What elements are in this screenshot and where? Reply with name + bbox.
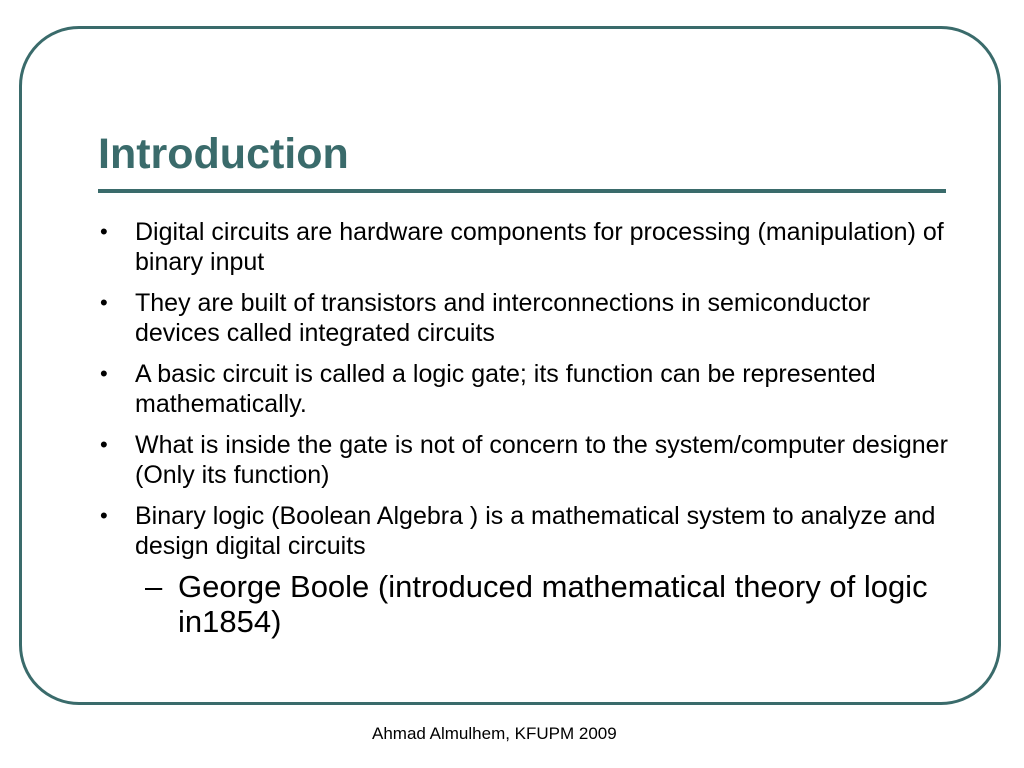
bullet-text: Binary logic (Boolean Algebra ) is a mathematical system to analyze and design digital circuits	[135, 502, 936, 560]
bullet-text: What is inside the gate is not of concern to the system/computer designer (Only its function)	[135, 431, 948, 489]
bullet-list	[98, 217, 948, 639]
title-underline	[98, 189, 946, 193]
bullet-item	[98, 430, 948, 490]
bullet-item	[98, 359, 948, 419]
bullet-item	[98, 501, 948, 561]
bullet-marker: •	[100, 503, 108, 528]
bullet-text: They are built of transistors and interconnections in semiconductor devices called integrated circuits	[135, 289, 871, 347]
bullet-text: Digital circuits are hardware components for processing (manipulation) of binary input	[135, 218, 944, 276]
bullet-marker: •	[100, 361, 108, 386]
slide-footer: Ahmad Almulhem, KFUPM 2009	[372, 724, 617, 743]
slide-title: Introduction	[98, 130, 349, 178]
sub-bullet-marker: –	[145, 569, 163, 604]
bullet-marker: •	[100, 432, 108, 457]
bullet-item	[98, 288, 948, 348]
sub-bullet-item	[98, 569, 948, 639]
bullet-text: A basic circuit is called a logic gate; its function can be represented mathematically.	[135, 360, 876, 418]
sub-bullet-text: George Boole (introduced mathematical theory of logic in1854)	[178, 569, 928, 639]
bullet-marker: •	[100, 219, 108, 244]
bullet-item	[98, 217, 948, 277]
bullet-marker: •	[100, 290, 108, 315]
